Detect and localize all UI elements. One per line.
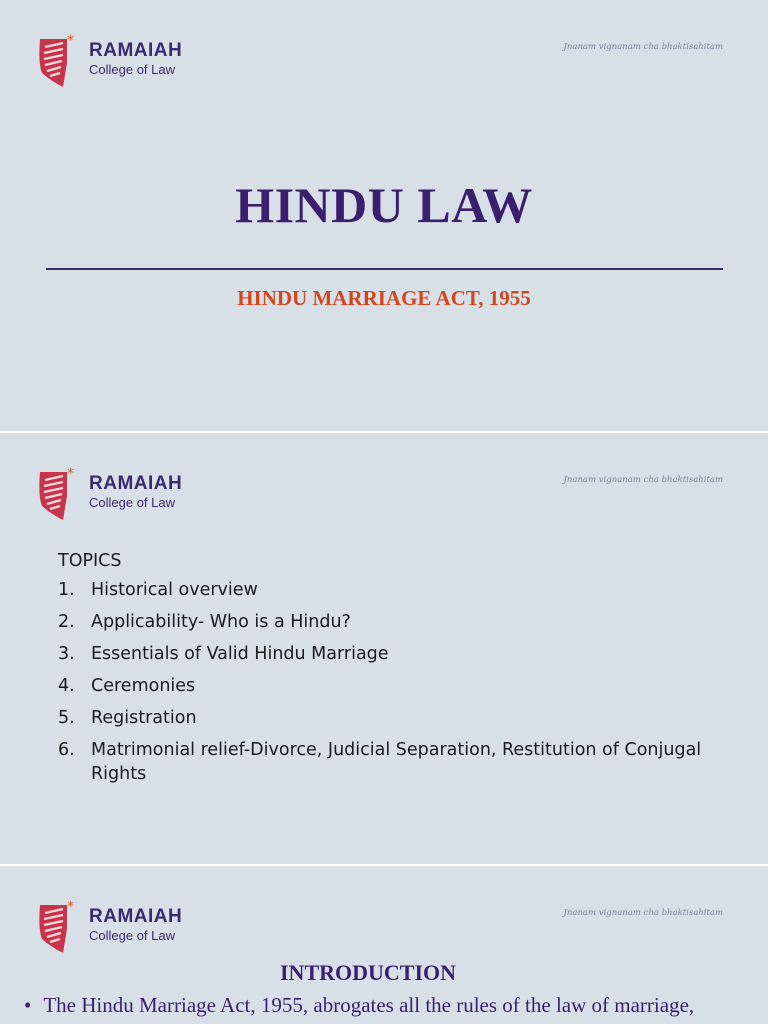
- slide-main-title: HINDU LAW: [235, 177, 533, 233]
- intro-bullet-text: The Hindu Marriage Act, 1955, abrogates all the rules of the law of marriage,: [43, 993, 695, 1017]
- list-item: 5. Registration: [58, 708, 197, 728]
- svg-text:*: *: [67, 899, 74, 915]
- slide-title: [0, 0, 768, 431]
- logo-subtitle: College of Law: [89, 495, 175, 510]
- svg-text:*: *: [67, 466, 74, 482]
- motto: Jnanam vignanam cha bhaktisahitam: [563, 475, 723, 485]
- topics-heading: TOPICS: [58, 551, 122, 571]
- logo-subtitle: College of Law: [89, 62, 175, 77]
- list-item: 1. Historical overview: [58, 580, 258, 600]
- logo-brand: RAMAIAH: [89, 906, 183, 927]
- list-item: 3. Essentials of Valid Hindu Marriage: [58, 644, 389, 664]
- list-item: 6. Matrimonial relief-Divorce, Judicial Separation, Restitution of Conjugal Rights: [58, 740, 702, 784]
- title-divider: [46, 268, 723, 270]
- bullet-dot: •: [24, 993, 32, 1017]
- slide-introduction: [0, 866, 768, 1024]
- logo-brand: RAMAIAH: [89, 473, 183, 494]
- shield-logo-icon: [37, 33, 81, 91]
- intro-bullet: [24, 993, 768, 1018]
- college-logo: [37, 33, 207, 91]
- logo-subtitle: College of Law: [89, 928, 175, 943]
- topics-list: [58, 550, 718, 794]
- svg-text:*: *: [67, 33, 74, 49]
- slide-subtitle: HINDU MARRIAGE ACT, 1955: [237, 286, 531, 310]
- college-logo: [37, 899, 207, 957]
- motto: Jnanam vignanam cha bhaktisahitam: [563, 42, 723, 52]
- list-item: 4. Ceremonies: [58, 676, 196, 696]
- shield-logo-icon: [37, 466, 81, 524]
- motto: Jnanam vignanam cha bhaktisahitam: [563, 908, 723, 918]
- intro-title: INTRODUCTION: [280, 960, 457, 985]
- slide-topics: [0, 433, 768, 864]
- college-logo: [37, 466, 207, 524]
- list-item: 2. Applicability- Who is a Hindu?: [58, 612, 351, 632]
- shield-logo-icon: [37, 899, 81, 957]
- logo-brand: RAMAIAH: [89, 40, 183, 61]
